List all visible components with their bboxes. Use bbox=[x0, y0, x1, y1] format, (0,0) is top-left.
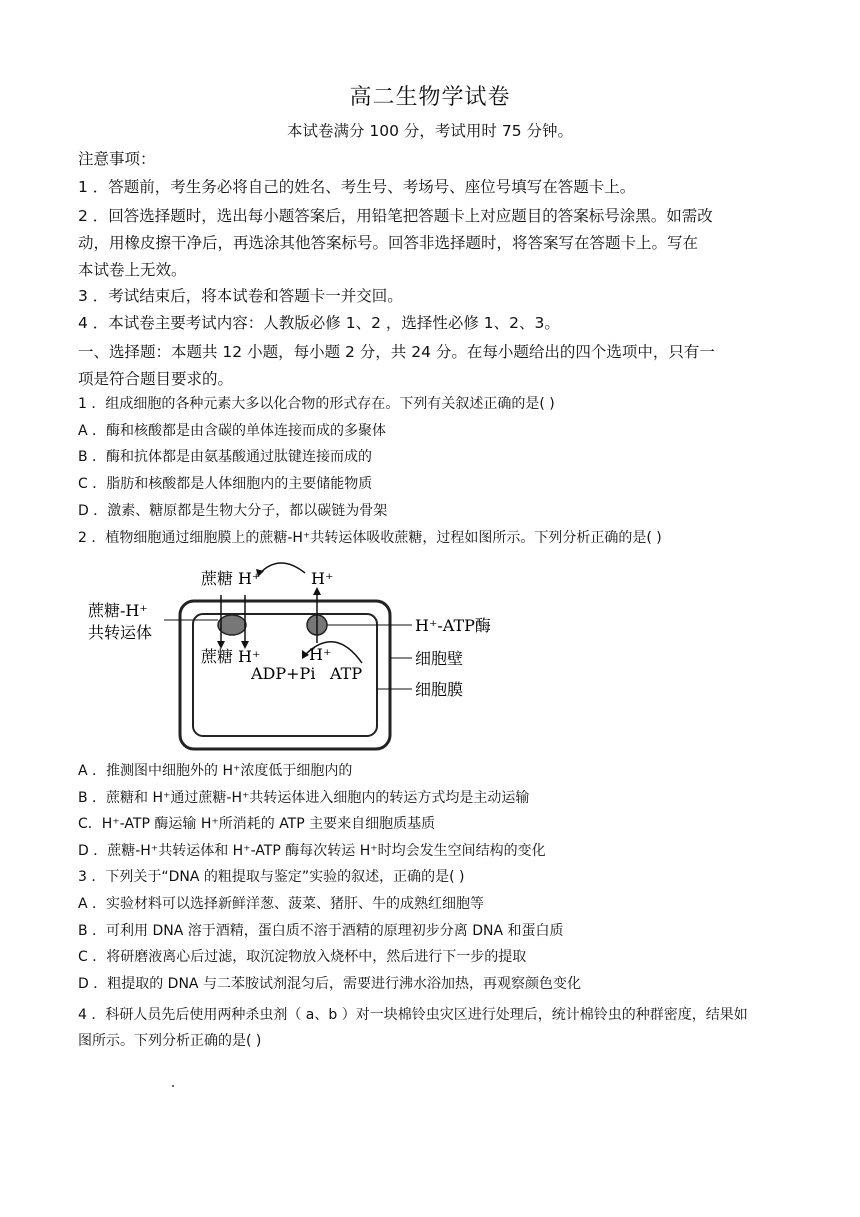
question-3-option-c: C ．将研磨液离心后过滤，取沉淀物放入烧杯中，然后进行下一步的提取 bbox=[78, 949, 527, 965]
page-subtitle: 本试卷满分 100 分，考试用时 75 分钟。 bbox=[286, 122, 574, 140]
page-title: 高二生物学试卷 bbox=[349, 85, 511, 110]
diagram-label-wall: 细胞壁 bbox=[415, 649, 464, 668]
question-1-option-c: C ．脂肪和核酸都是人体细胞内的主要储能物质 bbox=[78, 476, 373, 492]
notice-item-2-cont: 动，用橡皮擦干净后，再选涂其他答案标号。回答非选择题时，将答案写在答题卡上。写在 bbox=[78, 234, 699, 252]
diagram-top-h-right: H⁺ bbox=[311, 569, 334, 588]
question-4-stem: 4 ．科研人员先后使用两种杀虫剂（ a、b ）对一块棉铃虫灾区进行处理后，统计棉铃虫的种群密度，结果如 bbox=[78, 1007, 748, 1023]
question-1-option-a: A ．酶和核酸都是由含碳的单体连接而成的多聚体 bbox=[78, 423, 387, 439]
question-1-option-d: D ．激素、糖原都是生物大分子，都以碳链为骨架 bbox=[78, 503, 388, 519]
stray-dot bbox=[172, 1085, 174, 1087]
section-heading: 一、选择题：本题共 12 小题，每小题 2 分，共 24 分。在每小题给出的四个选项中，只有一 bbox=[78, 343, 715, 361]
diagram-inner-sucrose: 蔗糖 bbox=[201, 647, 234, 666]
diagram-label-membrane: 细胞膜 bbox=[415, 680, 464, 699]
question-1-option-b: B ．酶和抗体都是由氨基酸通过肽键连接而成的 bbox=[78, 449, 373, 465]
section-heading-cont: 项是符合题目要求的。 bbox=[78, 370, 234, 388]
question-4-stem-cont: 图所示。下列分析正确的是( ) bbox=[78, 1033, 262, 1049]
diagram-inner-h-right: H⁺ bbox=[309, 645, 332, 664]
cell-transport-diagram bbox=[80, 555, 520, 755]
question-1-stem: 1 ．组成细胞的各种元素大多以化合物的形式存在。下列有关叙述正确的是( ) bbox=[78, 396, 555, 412]
question-3-stem: 3 ．下列关于“DNA 的粗提取与鉴定”实验的叙述，正确的是( ) bbox=[78, 869, 465, 885]
diagram-top-h-left: H⁺ bbox=[238, 569, 261, 588]
question-2-option-c: C．H⁺-ATP 酶运输 H⁺所消耗的 ATP 主要来自细胞质基质 bbox=[78, 816, 436, 832]
diagram-cotransporter-label-2: 共转运体 bbox=[88, 623, 153, 642]
diagram-cotransporter-label-1: 蔗糖-H⁺ bbox=[88, 601, 148, 620]
notice-heading: 注意事项： bbox=[78, 150, 156, 168]
question-2-option-a: A ．推测图中细胞外的 H⁺浓度低于细胞内的 bbox=[78, 763, 353, 779]
question-3-option-b: B ．可利用 DNA 溶于酒精，蛋白质不溶于酒精的原理初步分离 DNA 和蛋白质 bbox=[78, 923, 564, 939]
question-2-option-d: D ．蔗糖-H⁺共转运体和 H⁺-ATP 酶每次转运 H⁺时均会发生空间结构的变化 bbox=[78, 843, 546, 859]
diagram-top-sucrose: 蔗糖 bbox=[201, 569, 234, 588]
notice-item-4: 4 ．本试卷主要考试内容：人教版必修 1、2 ，选择性必修 1、2、3。 bbox=[78, 314, 560, 332]
diagram-atp: ATP bbox=[330, 664, 363, 683]
question-3-option-d: D ．粗提取的 DNA 与二苯胺试剂混匀后，需要进行沸水浴加热，再观察颜色变化 bbox=[78, 976, 581, 992]
diagram-adp-pi: ADP+Pi bbox=[251, 664, 316, 683]
diagram-inner-h-left: H⁺ bbox=[238, 647, 261, 666]
diagram-label-atpase: H⁺-ATP酶 bbox=[415, 616, 491, 635]
question-3-option-a: A ．实验材料可以选择新鲜洋葱、菠菜、猪肝、牛的成熟红细胞等 bbox=[78, 896, 485, 912]
notice-item-2-cont2: 本试卷上无效。 bbox=[78, 261, 187, 279]
question-2-option-b: B ．蔗糖和 H⁺通过蔗糖-H⁺共转运体进入细胞内的转运方式均是主动运输 bbox=[78, 790, 530, 806]
notice-item-1: 1 ．答题前，考生务必将自己的姓名、考生号、考场号、座位号填写在答题卡上。 bbox=[78, 178, 636, 196]
cotransporter-protein bbox=[218, 615, 246, 635]
question-2-stem: 2 ．植物细胞通过细胞膜上的蔗糖-H⁺共转运体吸收蔗糖，过程如图所示。下列分析正确的是( ) bbox=[78, 530, 662, 546]
notice-item-3: 3 ．考试结束后，将本试卷和答题卡一并交回。 bbox=[78, 287, 403, 305]
notice-item-2: 2 ．回答选择题时，选出每小题答案后，用铅笔把答题卡上对应题目的答案标号涂黑。如需改 bbox=[78, 207, 713, 225]
